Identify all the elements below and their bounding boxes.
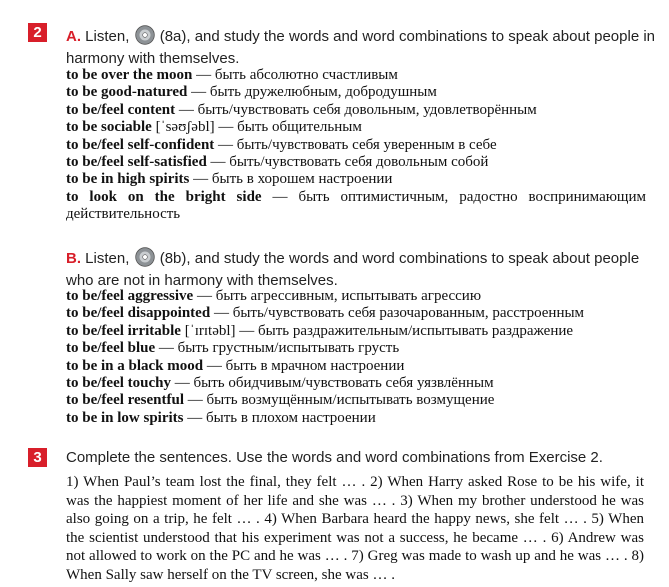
term: to be/feel blue — [66, 340, 156, 357]
list-item — [66, 358, 646, 375]
term: to be/feel irritable — [66, 322, 181, 339]
definition: — быть грустным/испытывать грусть — [155, 340, 400, 357]
exercise-3-text: 1) When Paul’s team lost the final, they felt … . 2) When Harry asked Rose to be his wife, it was the happiest moment of her life and she was … . 3) When my brother understood he was also going on a trip, he felt … . 4) When Barbara heard the happy news, she felt … . 5) When the scientist understood that his experiment was not a success, he became … . 6) Andrew was not allowed to work on the PC and he was … . 7) Greg was made to wash up and he was … . 8) When Sally saw herself on the TV screen, she was … . — [66, 474, 644, 583]
term: to be in low spirits — [66, 409, 184, 426]
definition: — быть/чувствовать себя довольным собой — [206, 153, 489, 170]
term: to be in a black mood — [66, 357, 204, 374]
definition: — быть возмущённым/испытывать возмущение — [184, 392, 495, 409]
list-item — [66, 375, 646, 392]
list-item — [66, 323, 646, 340]
exercise-2a-heading — [66, 25, 656, 68]
list-item — [66, 154, 646, 171]
term: to be/feel self-confident — [66, 136, 215, 153]
definition: — быть абсолютно счастливым — [192, 67, 398, 83]
heading-rest: (8a), and study the words and word combinations to speak about people in harmony with themselves. — [66, 28, 656, 67]
definition: [ˈɪrɪtəbl] — быть раздражительным/испытывать раздражение — [180, 322, 574, 339]
cd-audio-icon[interactable] — [135, 25, 155, 50]
list-item — [66, 189, 646, 224]
definition: — быть обидчивым/чувствовать себя уязвлённым — [170, 374, 494, 391]
term: to be good-natured — [66, 84, 188, 101]
listen-text: Listen, — [81, 28, 134, 45]
list-item — [66, 410, 646, 427]
list-item — [66, 305, 646, 322]
list-item — [66, 392, 646, 409]
definition: — быть агрессивным, испытывать агрессию — [193, 288, 482, 304]
list-item — [66, 171, 646, 188]
heading-rest: (8b), and study the words and word combinations to speak about people who are not in harmony with themselves. — [66, 250, 640, 289]
definition: — быть/чувствовать себя уверенным в себе — [214, 136, 497, 153]
term: to be/feel content — [66, 101, 176, 118]
definition: — быть в мрачном настроении — [203, 357, 405, 374]
disharmony-list — [66, 288, 646, 427]
list-item — [66, 84, 646, 101]
term: to look on the bright side — [66, 188, 262, 205]
exercise-2b-heading — [66, 247, 656, 290]
listen-text: Listen, — [81, 250, 134, 267]
list-item — [66, 340, 646, 357]
part-a-letter: A. — [66, 28, 81, 45]
list-item — [66, 288, 646, 305]
term: to be in high spirits — [66, 171, 190, 188]
exercise-3-number: 3 — [28, 448, 47, 467]
definition: — быть дружелюбным, добродушным — [187, 84, 437, 101]
term: to be/feel aggressive — [66, 288, 194, 304]
definition: — быть в плохом настроении — [183, 409, 376, 426]
definition: — быть в хорошем настроении — [189, 171, 393, 188]
exercise-2-number: 2 — [28, 23, 47, 42]
list-item — [66, 137, 646, 154]
definition: [ˈsəʊʃəbl] — быть общительным — [151, 119, 362, 136]
list-item — [66, 102, 646, 119]
list-item — [66, 67, 646, 84]
term: to be/feel resentful — [66, 392, 185, 409]
term: to be/feel touchy — [66, 374, 171, 391]
term: to be/feel disappointed — [66, 305, 211, 322]
harmony-list — [66, 67, 646, 224]
term: to be/feel self-satisfied — [66, 153, 207, 170]
term: to be over the moon — [66, 67, 193, 83]
definition: — быть оптимистичным, радостно воспринимающим действительность — [66, 188, 647, 223]
cd-audio-icon[interactable] — [135, 247, 155, 272]
definition: — быть/чувствовать себя разочарованным, расстроенным — [210, 305, 585, 322]
exercise-3-instruction: Complete the sentences. Use the words and word combinations from Exercise 2. — [66, 449, 603, 466]
term: to be sociable — [66, 119, 152, 136]
part-b-letter: B. — [66, 250, 81, 267]
definition: — быть/чувствовать себя довольным, удовлетворённым — [175, 101, 537, 118]
list-item — [66, 119, 646, 136]
